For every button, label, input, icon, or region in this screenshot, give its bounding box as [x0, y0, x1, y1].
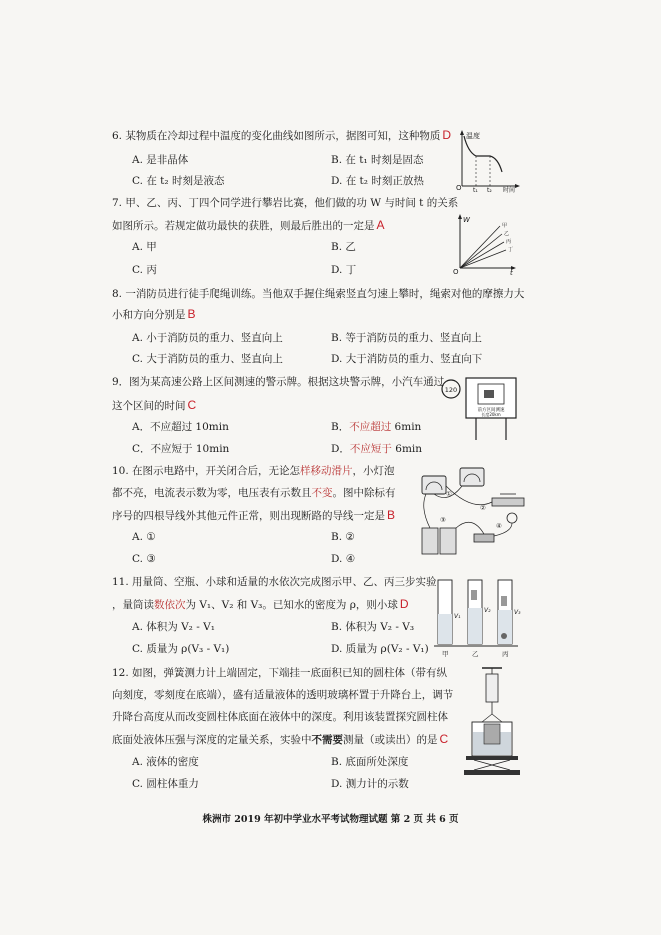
q10-option-c: C. ③	[132, 553, 156, 565]
q7-option-c: C. 丙	[132, 264, 157, 276]
q7-stem-line2: 如图所示。若规定做功最快的获胜，则最后胜出的一定是 A	[112, 218, 385, 232]
q11-fig-label-yi: 乙	[472, 650, 479, 658]
q9-option-c: C．不应短于 10min	[132, 443, 230, 455]
q7-work-time-figure	[450, 212, 520, 277]
q10-stem-line1: 10. 在图示电路中，开关闭合后，无论怎样移动滑片，小灯泡	[112, 465, 395, 477]
q7-fig-series-4: 丁	[508, 247, 514, 253]
q12-stem-line2: 向刻度，零刻度在底端），盛有适量液体的透明玻璃杯置于升降台上，调节	[112, 689, 454, 701]
q10-wire-label-3: ③	[440, 516, 446, 524]
q8-stem-line1: 8. 一消防员进行徒手爬绳训练。当他双手握住绳索竖直匀速上攀时，绳索对他的摩擦力大	[112, 288, 525, 300]
q12-option-d: D. 测力计的示数	[331, 778, 409, 790]
q11-fig-v3: V₃	[514, 609, 521, 616]
q8-option-d: D. 大于消防员的重力、竖直向下	[331, 353, 483, 365]
q11-option-d: D. 质量为 ρ(V₂ - V₁)	[331, 643, 429, 655]
q10-wire-label-4: ④	[496, 522, 502, 530]
q8-option-a: A. 小于消防员的重力、竖直向上	[132, 332, 283, 344]
q7-option-d: D. 丁	[331, 264, 357, 276]
q6-fig-t2: t₂	[487, 187, 492, 194]
q12-stem-line3: 升降台高度从而改变圆柱体底面在液体中的深度。利用该装置探究圆柱体	[112, 711, 448, 723]
q7-fig-xlabel: t	[510, 269, 513, 277]
q9-answer: C	[187, 398, 197, 412]
q7-option-b: B. 乙	[331, 241, 356, 253]
q9-speed-sign-figure	[440, 376, 520, 442]
q7-option-a: A. 甲	[132, 241, 157, 253]
q11-fig-label-bing: 丙	[502, 650, 509, 658]
q6-answer: D	[442, 128, 452, 142]
q12-option-c: C. 圆柱体重力	[132, 778, 199, 790]
q9-option-a: A．不应超过 10min	[132, 421, 229, 433]
q11-option-b: B. 体积为 V₂ - V₃	[331, 621, 415, 633]
q8-option-c: C. 大于消防员的重力、竖直向上	[132, 353, 283, 365]
q10-circuit-figure	[412, 464, 530, 560]
q6-option-b: B. 在 t₁ 时刻是固态	[331, 154, 424, 166]
q9-speed-limit: 120	[444, 386, 458, 394]
q12-apparatus-figure	[460, 666, 524, 782]
q7-fig-series-1: 甲	[502, 223, 508, 229]
q11-fig-label-jia: 甲	[442, 650, 449, 658]
q10-wire-label-2: ②	[480, 504, 486, 512]
q7-stem-line1: 7. 甲、乙、丙、丁四个同学进行攀岩比赛，他们做的功 W 与时间 t 的关系	[112, 197, 459, 209]
q12-stem-line4: 底面处液体压强与深度的定量关系，实验中不需要测量（或读出）的是 C	[112, 732, 449, 746]
q6-option-a: A. 是非晶体	[132, 154, 189, 166]
q7-fig-series-3: 丙	[506, 239, 512, 245]
q6-fig-xlabel: 时间	[503, 187, 516, 194]
q9-sign-line1: 前方区间测速	[477, 408, 505, 413]
q7-answer: A	[376, 218, 385, 232]
q10-wire-label-1: ①	[446, 490, 452, 498]
q6-fig-origin: O	[456, 184, 462, 192]
q11-stem-line2: ，量筒读数依次为 V₁、V₂ 和 V₃。已知水的密度为 ρ，则小球 D	[112, 597, 409, 611]
q12-option-a: A. 液体的密度	[132, 756, 199, 768]
q10-stem-line3: 序号的四根导线外其他元件正常，则出现断路的导线一定是 B	[112, 508, 396, 522]
q11-fig-v2: V₂	[484, 607, 491, 614]
q8-answer: B	[187, 307, 196, 321]
q6-option-c: C. 在 t₂ 时刻是液态	[132, 175, 225, 187]
q9-option-d: D．不应短于 6min	[331, 443, 423, 455]
q6-cooling-curve-figure	[452, 128, 522, 194]
q11-option-a: A. 体积为 V₂ - V₁	[132, 621, 215, 633]
q9-stem-line2: 这个区间的时间 C	[112, 398, 197, 412]
q6-fig-t1: t₁	[473, 187, 478, 194]
q7-fig-ylabel: W	[463, 216, 470, 224]
q10-option-d: D. ④	[331, 553, 356, 565]
q11-fig-v1: V₁	[454, 613, 461, 620]
q11-stem-line1: 11. 用量筒、空瓶、小球和适量的水依次完成图示甲、乙、丙三步实验	[112, 576, 437, 588]
q6-fig-ylabel: 温度	[466, 132, 480, 140]
q7-fig-series-2: 乙	[504, 231, 510, 237]
q7-fig-origin: O	[453, 268, 459, 276]
q10-stem-line2: 都不亮，电流表示数为零，电压表有示数且不变。图中除标有	[112, 487, 396, 499]
q9-stem-line1: 9．图为某高速公路上区间测速的警示牌。根据这块警示牌，小汽车通过	[112, 376, 445, 388]
q11-cylinders-figure	[432, 574, 524, 658]
q10-option-a: A. ①	[132, 531, 156, 543]
q12-stem-line1: 12. 如图，弹簧测力计上端固定，下端挂一底面积已知的圆柱体（带有纵	[112, 667, 448, 679]
q8-stem-line2: 小和方向分别是 B	[112, 307, 196, 321]
q6-option-d: D. 在 t₂ 时刻正放热	[331, 175, 424, 187]
page-footer: 株洲市 2019 年初中学业水平考试物理试题 第 2 页 共 6 页	[202, 814, 459, 825]
q9-option-b: B．不应超过 6min	[331, 421, 422, 433]
q12-option-b: B. 底面所处深度	[331, 756, 409, 768]
q11-option-c: C. 质量为 ρ(V₃ - V₁)	[132, 643, 230, 655]
q8-option-b: B. 等于消防员的重力、竖直向上	[331, 332, 482, 344]
q6-stem: 6. 某物质在冷却过程中温度的变化曲线如图所示，据图可知，这种物质 D	[112, 128, 452, 142]
q10-answer: B	[387, 508, 396, 522]
q12-answer: C	[439, 732, 449, 746]
q11-answer: D	[399, 597, 409, 611]
q10-option-b: B. ②	[331, 531, 355, 543]
q9-sign-line2: 长度20km	[481, 412, 501, 417]
